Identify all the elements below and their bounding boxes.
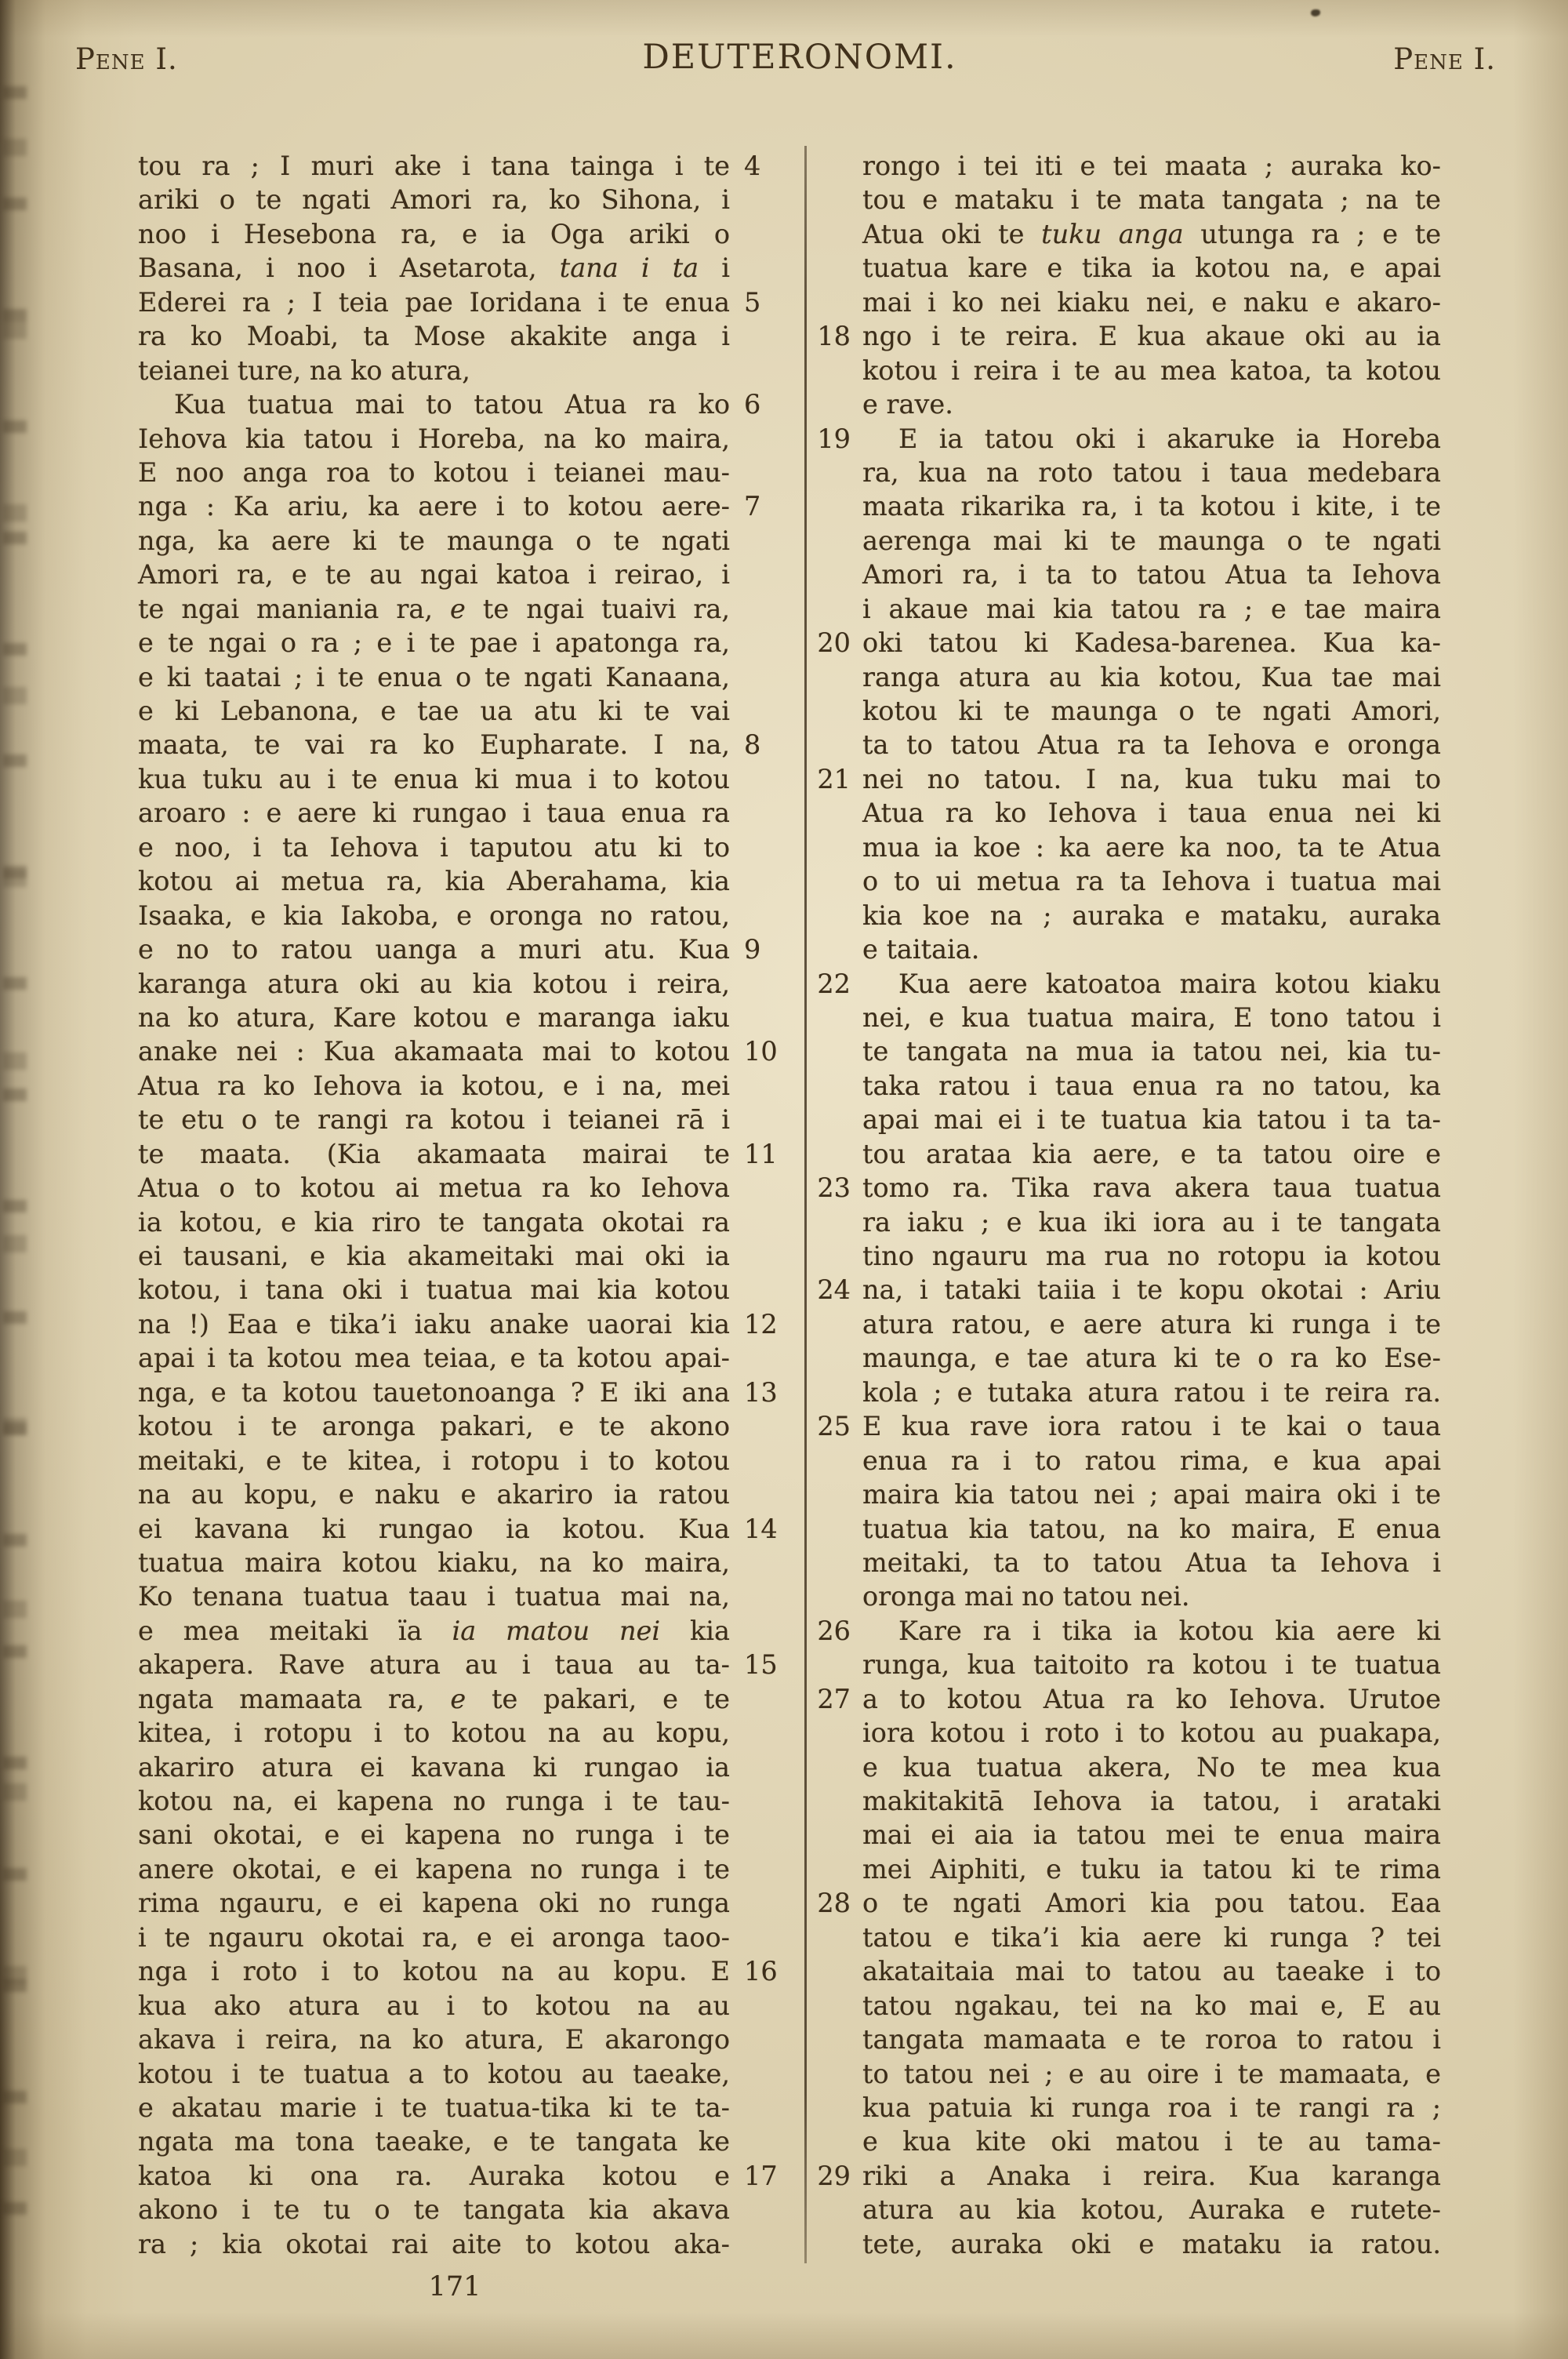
verse-text: Isaaka, e kia Iakoba, e oronga no ratou,	[138, 900, 730, 931]
text-line	[862, 796, 1441, 830]
text-line	[138, 2023, 730, 2056]
verse-text: e kua tuatua akera, No te mea kua	[862, 1751, 1441, 1783]
verse-text: Atua oki te tuku anga utunga ra ; e te	[862, 218, 1442, 249]
text-line	[138, 354, 730, 387]
verse-text: sani okotai, e ei kapena no runga i te	[138, 1819, 730, 1851]
text-line	[138, 149, 761, 183]
verse-number: 18	[817, 321, 851, 352]
verse-text: tete, auraka oki e mataku ia ratou.	[862, 2228, 1441, 2259]
verse-number: 26	[817, 1615, 851, 1646]
text-line	[138, 2091, 730, 2125]
verse-text: E ia tatou oki i akaruke ia Horeba	[898, 423, 1441, 454]
verse-text: tuatua kia tatou, na ko maira, E enua	[862, 1513, 1441, 1544]
verse-text: tangata mamaata e te roroa to ratou i	[862, 2024, 1441, 2055]
text-line	[138, 2057, 730, 2091]
text-line	[138, 864, 730, 898]
verse-text: o to ui metua ra ta Iehova i tuatua mai	[862, 866, 1441, 897]
verse-text: maunga, e tae atura ki te o ra ko Ese-	[862, 1343, 1441, 1374]
text-line	[138, 1478, 730, 1511]
text-line	[862, 1579, 1441, 1613]
text-line	[138, 1001, 730, 1034]
verse-number: 20	[817, 627, 851, 659]
verse-text: tatou ngakau, tei na ko mai e, E au	[862, 1990, 1441, 2021]
column-divider-rule	[804, 146, 807, 2263]
text-line	[862, 932, 1441, 966]
verse-text: ra iaku ; e kua iki iora au i te tangata	[862, 1206, 1441, 1238]
text-line	[138, 2125, 730, 2158]
verse-text: mai ei aia ia tatou mei te enua maira	[862, 1819, 1441, 1851]
verse-text: tatou e tika’i kia aere ki runga ? tei	[862, 1921, 1441, 1953]
text-line	[862, 1716, 1441, 1750]
text-line	[862, 1376, 1441, 1409]
text-line	[817, 1273, 1441, 1307]
verse-text: i akaue mai kia tatou ra ; e tae maira	[862, 593, 1441, 624]
text-line	[817, 1886, 1441, 1920]
verse-text: maata rikarika ra, i ta kotou i kite, i te	[862, 491, 1441, 522]
text-line	[862, 1034, 1441, 1068]
verse-text: maira kia tatou nei ; apai maira oki i te	[862, 1479, 1441, 1510]
text-line	[862, 831, 1441, 864]
text-line	[138, 1069, 730, 1103]
text-line	[862, 660, 1441, 694]
verse-text: o te ngati Amori kia pou tatou. Eaa	[862, 1888, 1441, 1919]
text-line	[862, 592, 1441, 626]
text-line	[862, 524, 1441, 558]
text-line	[138, 1648, 778, 1681]
verse-text: Basana, i noo i Asetarota, tana i ta i	[138, 253, 730, 284]
text-line	[817, 319, 1441, 353]
verse-text: kua ako atura au i to kotou na au	[138, 1990, 730, 2021]
text-line	[138, 1886, 730, 1920]
verse-text: ei tausani, e kia akameitaki mai oki ia	[138, 1241, 730, 1271]
verse-number: 6	[744, 389, 761, 420]
verse-text: runga, kua taitoito ra kotou i te tuatua	[862, 1649, 1441, 1681]
text-line	[862, 2227, 1441, 2261]
text-line	[138, 796, 730, 830]
text-line	[138, 1546, 730, 1579]
verse-number: 13	[744, 1376, 778, 1408]
verse-text: Atua o to kotou ai metua ra ko Iehova	[138, 1172, 730, 1204]
verse-text: tou arataa kia aere, e ta tatou oire e	[862, 1138, 1441, 1169]
text-line	[138, 456, 730, 489]
text-line	[862, 217, 1441, 251]
text-line	[862, 1341, 1441, 1375]
verse-text: iora kotou i roto i to kotou au puakapa,	[862, 1717, 1441, 1749]
verse-text: meitaki, ta to tatou Atua ta Iehova i	[862, 1547, 1441, 1578]
verse-text: Amori ra, e te au ngai katoa i reirao, i	[138, 559, 730, 591]
text-line	[138, 899, 730, 932]
text-line	[138, 2159, 778, 2193]
text-line	[138, 558, 730, 591]
text-line	[862, 1137, 1441, 1171]
verse-number: 28	[817, 1888, 851, 1919]
verse-number: 10	[744, 1036, 778, 1067]
text-line	[138, 660, 730, 694]
text-line	[138, 1954, 778, 1988]
verse-number: 12	[744, 1308, 778, 1339]
verse-text: ra ; kia okotai rai aite to kotou aka-	[138, 2228, 730, 2259]
text-line	[138, 2227, 730, 2261]
text-line	[138, 1716, 730, 1750]
verse-text: te ngai maniania ra, e te ngai tuaivi ra,	[138, 593, 730, 624]
verse-text: kola ; e tutaka atura ratou i te reira ra.	[862, 1376, 1441, 1408]
verse-text: nga : Ka ariu, ka aere i to kotou aere-	[138, 491, 730, 522]
text-line	[862, 2057, 1441, 2091]
verse-text: e mea meitaki ïa ia matou nei kia	[138, 1615, 730, 1646]
text-line	[138, 422, 730, 456]
verse-text: anake nei : Kua akamaata mai to kotou	[138, 1036, 730, 1067]
verse-text: e ki taatai ; i te enua o te ngati Kanaana,	[138, 661, 730, 692]
text-line	[138, 251, 730, 285]
text-line	[138, 1409, 730, 1443]
verse-text: aroaro : e aere ki rungao i taua enua ra	[138, 798, 730, 829]
text-line	[138, 1614, 730, 1648]
verse-text: Kare ra i tika ia kotou kia aere ki	[898, 1615, 1441, 1646]
verse-text: e noo, i ta Iehova i taputou atu ki to	[138, 831, 730, 863]
text-line	[817, 1614, 1441, 1648]
verse-text: E noo anga roa to kotou i teianei mau-	[138, 456, 730, 488]
text-line	[862, 149, 1441, 183]
text-line	[138, 524, 730, 558]
text-line	[862, 1818, 1441, 1852]
text-line	[817, 1409, 1441, 1443]
verse-number: 16	[744, 1956, 778, 1987]
running-head-right: Pene I.	[1393, 42, 1496, 76]
verse-text: e te ngai o ra ; e i te pae i apatonga ra,	[138, 627, 730, 659]
verse-text: te tangata na mua ia tatou nei, kia tu-	[862, 1036, 1441, 1067]
text-line	[138, 762, 730, 796]
text-line	[138, 183, 730, 216]
page-number: 171	[428, 2271, 481, 2303]
verse-text: i te ngauru okotai ra, e ei aronga taoo-	[138, 1921, 730, 1953]
verse-text: anere okotai, e ei kapena no runga i te	[138, 1853, 730, 1885]
verse-text: kua tuku au i te enua ki mua i to kotou	[138, 763, 730, 794]
text-line	[817, 2159, 1441, 2193]
verse-text: ngo i te reira. E kua akaue oki au ia	[862, 321, 1441, 352]
verse-text: kotou ai metua ra, kia Aberahama, kia	[138, 866, 730, 897]
text-line	[862, 183, 1441, 216]
verse-text: atura au kia kotou, Auraka e rutete-	[862, 2194, 1441, 2226]
verse-text: kotou ki te maunga o te ngati Amori,	[862, 696, 1441, 726]
verse-text: kotou i te aronga pakari, e te akono	[138, 1411, 730, 1442]
verse-number: 22	[817, 968, 851, 999]
text-line	[138, 489, 761, 523]
text-line	[862, 864, 1441, 898]
text-line	[138, 1341, 730, 1375]
text-line	[138, 285, 761, 319]
verse-number: 29	[817, 2160, 851, 2191]
verse-text: Atua ra ko Iehova ia kotou, e i na, mei	[138, 1070, 730, 1101]
verse-text: oki tatou ki Kadesa-barenea. Kua ka-	[862, 627, 1441, 659]
text-line	[138, 2193, 730, 2226]
verse-text: oronga mai no tatou nei.	[862, 1581, 1190, 1612]
text-line	[862, 1852, 1441, 1886]
verse-text: Ederei ra ; I teia pae Ioridana i te enua	[138, 286, 730, 318]
verse-text: tou ra ; I muri ake i tana tainga i te	[138, 151, 730, 181]
verse-text: nga, ka aere ki te maunga o te ngati	[138, 525, 730, 556]
text-line	[862, 558, 1441, 591]
text-line	[138, 319, 730, 353]
text-line	[138, 1273, 730, 1307]
verse-text: akataitaia mai to tatou au taeake i to	[862, 1956, 1441, 1987]
verse-text: noo i Hesebona ra, e ia Oga ariki o	[138, 218, 730, 249]
verse-text: nga i roto i to kotou na au kopu. E	[138, 1956, 730, 1987]
verse-text: akava i reira, na ko atura, E akarongo	[138, 2024, 730, 2055]
verse-text: apai i ta kotou mea teiaa, e ta kotou apai-	[138, 1343, 730, 1374]
text-line	[138, 1205, 730, 1239]
text-line	[862, 387, 1441, 421]
text-line	[862, 1001, 1441, 1034]
text-line	[862, 1512, 1441, 1546]
page-speck	[1311, 9, 1320, 16]
text-line	[862, 1205, 1441, 1239]
verse-text: teianei ture, na ko atura,	[138, 354, 470, 386]
verse-number: 5	[744, 286, 761, 318]
verse-text: tou e mataku i te mata tangata ; na te	[862, 184, 1441, 216]
text-line	[817, 422, 1441, 456]
text-line	[138, 1376, 778, 1409]
verse-number: 27	[817, 1683, 851, 1714]
text-line	[138, 1784, 730, 1818]
verse-text: na ko atura, Kare kotou e maranga iaku	[138, 1001, 730, 1033]
verse-number: 23	[817, 1172, 851, 1204]
text-line	[138, 1239, 730, 1273]
verse-text: akono i te tu o te tangata kia akava	[138, 2194, 730, 2226]
verse-number: 15	[744, 1649, 778, 1681]
text-line	[138, 1750, 730, 1784]
text-line	[138, 1921, 730, 1954]
text-line	[862, 1989, 1441, 2023]
verse-text: a to kotou Atua ra ko Iehova. Urutoe	[862, 1683, 1441, 1714]
verse-number: 21	[817, 763, 851, 794]
text-line	[817, 967, 1441, 1001]
verse-text: e no to ratou uanga a muri atu. Kua	[138, 934, 730, 965]
text-line	[138, 1989, 730, 2023]
verse-text: meitaki, e te kitea, i rotopu i to kotou	[138, 1445, 730, 1476]
verse-number: 11	[744, 1138, 778, 1169]
verse-text: na au kopu, e naku e akariro ia ratou	[138, 1479, 730, 1510]
running-head-left: Pene I.	[75, 42, 178, 76]
text-column-left	[138, 149, 778, 2261]
text-line	[817, 626, 1441, 660]
text-line	[862, 694, 1441, 728]
text-line	[862, 1478, 1441, 1511]
verse-number: 9	[744, 934, 761, 965]
verse-text: enua ra i to ratou rima, e kua apai	[862, 1445, 1441, 1476]
text-line	[862, 285, 1441, 319]
text-line	[138, 694, 730, 728]
text-line	[862, 728, 1441, 761]
text-line	[862, 489, 1441, 523]
text-line	[862, 251, 1441, 285]
text-line	[138, 1137, 778, 1171]
verse-text: e rave.	[862, 389, 953, 420]
verse-text: kotou i reira i te au mea katoa, ta kotou	[862, 354, 1441, 386]
text-line	[138, 1682, 730, 1716]
text-line	[862, 1954, 1441, 1988]
verse-text: kia koe na ; auraka e mataku, auraka	[862, 900, 1441, 931]
text-line	[138, 1444, 730, 1478]
verse-text: ra ko Moabi, ta Mose akakite anga i	[138, 321, 730, 352]
text-line	[138, 967, 730, 1001]
verse-text: katoa ki ona ra. Auraka kotou e	[138, 2160, 730, 2191]
verse-text: ia kotou, e kia riro te tangata okotai ra	[138, 1206, 730, 1238]
verse-text: karanga atura oki au kia kotou i reira,	[138, 968, 730, 999]
text-line	[138, 1034, 778, 1068]
text-line	[138, 1818, 730, 1852]
text-line	[862, 1921, 1441, 1954]
text-line	[138, 387, 761, 421]
text-line	[138, 932, 761, 966]
text-line	[138, 1852, 730, 1886]
verse-text: kotou i te tuatua a to kotou au taeake,	[138, 2058, 730, 2089]
verse-number: 17	[744, 2160, 778, 2191]
verse-text: ngata mamaata ra, e te pakari, e te	[138, 1683, 730, 1714]
verse-text: nei no tatou. I na, kua tuku mai to	[862, 763, 1441, 794]
verse-text: kotou na, ei kapena no runga i te tau-	[138, 1786, 730, 1816]
verse-text: rongo i tei iti e tei maata ; auraka ko-	[862, 151, 1441, 181]
verse-number: 4	[744, 151, 761, 181]
verse-text: akapera. Rave atura au i taua au ta-	[138, 1649, 730, 1681]
verse-text: ariki o te ngati Amori ra, ko Sihona, i	[138, 184, 730, 216]
verse-number: 8	[744, 729, 761, 761]
verse-text: riki a Anaka i reira. Kua karanga	[862, 2160, 1441, 2191]
verse-text: E kua rave iora ratou i te kai o taua	[862, 1411, 1441, 1442]
text-line	[138, 728, 761, 761]
verse-text: mai i ko nei kiaku nei, e naku e akaro-	[862, 286, 1441, 318]
verse-text: tuatua kare e tika ia kotou na, e apai	[862, 253, 1441, 284]
verse-number: 14	[744, 1513, 778, 1544]
verse-text: Kua tuatua mai to tatou Atua ra ko	[174, 389, 730, 420]
verse-text: Kua aere katoatoa maira kotou kiaku	[898, 968, 1441, 999]
verse-text: nga, e ta kotou tauetonoanga ? E iki ana	[138, 1376, 730, 1408]
text-line	[862, 456, 1441, 489]
text-line	[862, 1239, 1441, 1273]
verse-text: aerenga mai ki te maunga o te ngati	[862, 525, 1441, 556]
text-line	[862, 2091, 1441, 2125]
text-column-right	[817, 149, 1442, 2261]
verse-text: ra, kua na roto tatou i taua medebara	[862, 456, 1441, 488]
text-line	[862, 1750, 1441, 1784]
verse-text: mua ia koe : ka aere ka noo, ta te Atua	[862, 831, 1441, 863]
binding-gutter-shadow	[3, 86, 27, 2251]
verse-text: tino ngauru ma rua no rotopu ia kotou	[862, 1241, 1441, 1271]
text-line	[138, 626, 730, 660]
verse-text: kotou, i tana oki i tuatua mai kia kotou	[138, 1274, 730, 1306]
verse-text: e akatau marie i te tuatua-tika ki te ta-	[138, 2092, 730, 2123]
verse-number: 25	[817, 1411, 851, 1442]
verse-text: e kua kite oki matou i te au tama-	[862, 2126, 1441, 2157]
text-line	[138, 1103, 730, 1136]
text-line	[138, 1307, 778, 1341]
verse-text: akariro atura ei kavana ki rungao ia	[138, 1751, 730, 1783]
verse-text: e taitaia.	[862, 934, 980, 965]
verse-text: kitea, i rotopu i to kotou na au kopu,	[138, 1717, 730, 1749]
text-line	[862, 354, 1441, 387]
text-line	[862, 1546, 1441, 1579]
verse-text: nei, e kua tuatua maira, E tono tatou i	[862, 1001, 1441, 1033]
verse-text: apai mai ei i te tuatua kia tatou i ta ta-	[862, 1104, 1441, 1136]
text-line	[138, 1512, 778, 1546]
verse-number: 24	[817, 1274, 851, 1306]
verse-text: atura ratou, e aere atura ki runga i te	[862, 1308, 1441, 1339]
verse-text: tuatua maira kotou kiaku, na ko maira,	[138, 1547, 730, 1578]
verse-text: na !) Eaa e tika’i iaku anake uaorai kia	[138, 1308, 730, 1339]
verse-text: makitakitā Iehova ia tatou, i arataki	[862, 1786, 1441, 1816]
verse-text: ngata ma tona taeake, e te tangata ke	[138, 2126, 730, 2157]
text-line	[138, 1579, 730, 1613]
text-line	[138, 592, 730, 626]
text-line	[862, 2125, 1441, 2158]
text-line	[862, 1069, 1441, 1103]
book-title: DEUTERONOMI.	[642, 38, 957, 77]
verse-number: 7	[744, 491, 761, 522]
text-line	[862, 1784, 1441, 1818]
text-line	[862, 899, 1441, 932]
verse-text: mei Aiphiti, e tuku ia tatou ki te rima	[862, 1853, 1441, 1885]
text-line	[862, 1444, 1441, 1478]
verse-text: maata, te vai ra ko Eupharate. I na,	[138, 729, 730, 761]
verse-text: tomo ra. Tika rava akera taua tuatua	[862, 1172, 1441, 1204]
verse-text: to tatou nei ; e au oire i te mamaata, e	[862, 2058, 1441, 2089]
verse-text: e ki Lebanona, e tae ua atu ki te vai	[138, 696, 730, 726]
verse-number: 19	[817, 423, 851, 454]
verse-text: kua patuia ki runga roa i te rangi ra ;	[862, 2092, 1441, 2123]
text-line	[138, 1171, 730, 1205]
verse-text: taka ratou i taua enua ra no tatou, ka	[862, 1070, 1441, 1101]
verse-text: te maata. (Kia akamaata mairai te	[138, 1138, 730, 1169]
verse-text: Amori ra, i ta to tatou Atua ta Iehova	[862, 559, 1441, 591]
text-line	[817, 1682, 1441, 1716]
text-line	[138, 217, 730, 251]
text-line	[862, 1103, 1441, 1136]
text-line	[862, 1648, 1441, 1681]
text-line	[138, 831, 730, 864]
text-line	[817, 1171, 1441, 1205]
verse-text: Iehova kia tatou i Horeba, na ko maira,	[138, 423, 730, 454]
verse-text: te etu o te rangi ra kotou i teianei rā i	[138, 1104, 730, 1136]
text-line	[817, 762, 1441, 796]
verse-text: Atua ra ko Iehova i taua enua nei ki	[862, 798, 1441, 829]
text-line	[862, 2193, 1441, 2226]
verse-text: ta to tatou Atua ra ta Iehova e oronga	[862, 729, 1441, 761]
verse-text: na, i tataki taiia i te kopu okotai : Ariu	[862, 1274, 1441, 1306]
verse-text: Ko tenana tuatua taau i tuatua mai na,	[138, 1581, 730, 1612]
verse-text: ei kavana ki rungao ia kotou. Kua	[138, 1513, 730, 1544]
text-line	[862, 1307, 1441, 1341]
verse-text: rima ngauru, e ei kapena oki no runga	[138, 1888, 730, 1919]
text-line	[862, 2023, 1441, 2056]
verse-text: ranga atura au kia kotou, Kua tae mai	[862, 661, 1441, 692]
